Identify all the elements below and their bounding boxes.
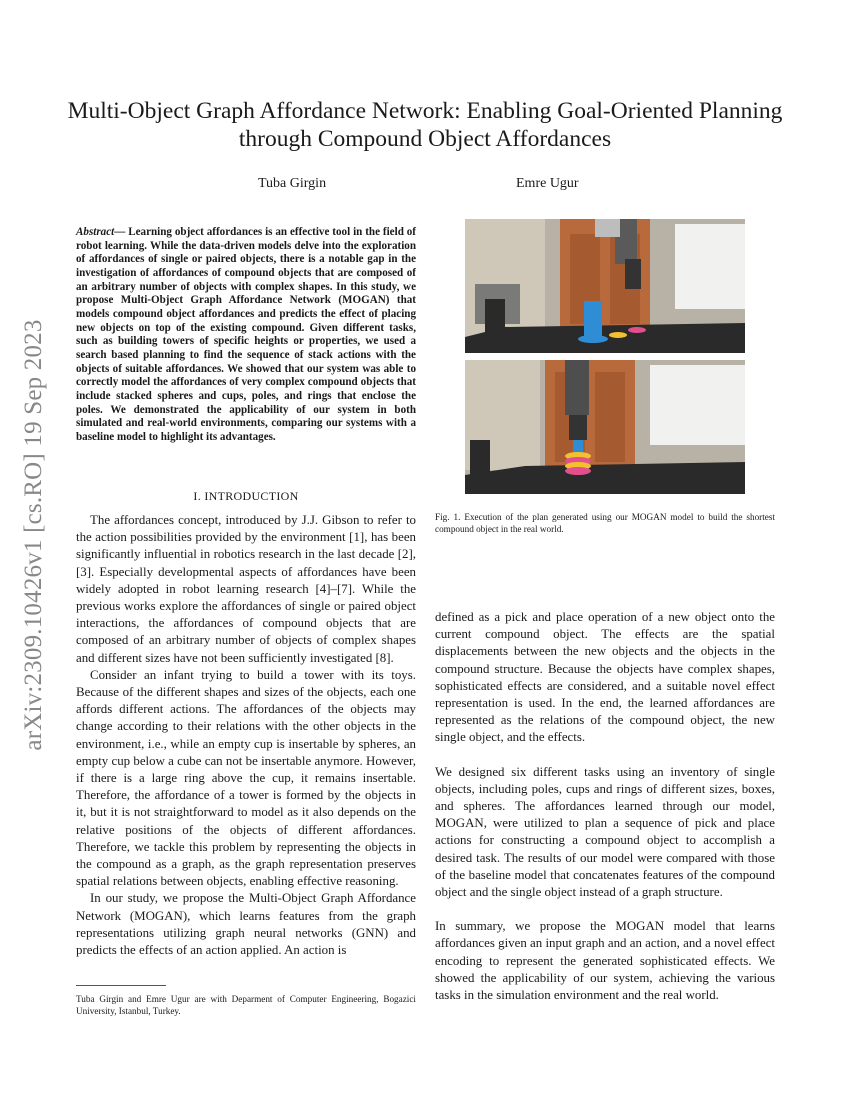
figure-photo-bottom — [465, 360, 745, 494]
footnote-rule — [76, 985, 166, 986]
paragraph: defined as a pick and place operation of a new object onto the current compound object. The effects are the spatial displacements between the new objects and the objects in the compound structure. Because the objects have complex shapes, sophisticated effects are considered, and a suitable novel effect representation is used. In the end, the learned affordances are represented as the relations of the compound object, the new single object, and the effects. — [435, 610, 775, 745]
abstract-text: — Learning object affordances is an effective tool in the field of robot learning. While the data-driven models delve into the exploration of affordances of single or paired objects, there is a notable gap in the investigation of affordances of compound objects that are composed of an arbitrary number of objects with complex shapes. In this study, we propose Multi-Object Graph Affordance Network (MOGAN) that models compound object affordances and predicts the effect of placing new objects on top of the existing compound. Given different tasks, such as building towers of specific heights or properties, we used a search based planning to find the sequence of stack actions with the objects of suitable affordances. We showed that our system was able to correctly model the affordances of very complex compound objects that include stacked spheres and cups, poles, and rings that enclose the poles. We demonstrated the applicability of our system in both simulated and real-world environments, comparing our systems with a baseline model to highlight its advantages. — [76, 226, 416, 443]
paragraph: In summary, we propose the MOGAN model that learns affordances given an input graph and an action, and a novel effect encoding to represent the generated sophisticated effects. We showed the applicability of our system, achieving the various tasks in the simulation environment and the real world. — [435, 919, 775, 1003]
paragraph: We designed six different tasks using an inventory of single objects, including poles, cups and rings of different sizes, boxes, and spheres. The affordances learned through our model, MOGAN, were utilized to plan a sequence of pick and place actions for constructing a compound object to accomplish a desired task. The results of our model were compared with those of the baseline model that concatenates features of the compound object and the single object instead of a graph structure. — [435, 764, 775, 900]
left-column-text — [76, 512, 416, 959]
paper-title: Multi-Object Graph Affordance Network: Enabling Goal-Oriented Planning through Compound Object Affordances — [67, 98, 783, 152]
figure-caption: Fig. 1. Execution of the plan generated using our MOGAN model to build the shortest compound object in the real world. — [435, 512, 775, 534]
right-column-text — [435, 609, 775, 1004]
paragraph: Consider an infant trying to build a tower with its toys. Because of the different shapes and sizes of the objects, each one affords different actions. The affordances of the objects may change according to their relations with the other objects in the environment, i.e., while an empty cup is insertable by spheres, an empty cup below a cube can not be insertable anymore. However, if there is a large ring above the cup, it remains insertable. Therefore, the affordance of a tower is formed by the objects in it, but it is not straightforward to model as it also depends on the relative positions of the objects of different affordances. Therefore, we tackle this problem by representing the objects in the compound as a graph, as the graph representation preserves spatial relations between objects, enabling effective reasoning. — [76, 667, 416, 889]
author-name: Emre Ugur — [516, 176, 579, 191]
footnote: Tuba Girgin and Emre Ugur are with Deparment of Computer Engineering, Bogazici University, Istanbul, Turkey. — [76, 994, 416, 1016]
figure-photo-top — [465, 219, 745, 353]
arxiv-identifier: arXiv:2309.10426v1 [cs.RO] 19 Sep 2023 — [20, 319, 47, 751]
abstract — [76, 226, 416, 445]
abstract-label: Abstract — [76, 226, 115, 238]
paragraph: The affordances concept, introduced by J.J. Gibson to refer to the action possibilities provided by the environment [1], has been significantly influential in robotics research in the last decade [2], [3]. Especially developmental aspects of affordances have been widely adopted in robot learning research [4]–[7]. While the previous works explore the affordances of single or paired object interactions, the affordances of compound objects that are composed of an arbitrary number of objects of complex shapes and different sizes have not been sufficiently investigated [8]. — [76, 513, 416, 665]
author-name: Tuba Girgin — [258, 176, 327, 191]
paragraph: In our study, we propose the Multi-Object Graph Affordance Network (MOGAN), which learns features from the graph representations utilizing graph neural networks (GNN) and predicts the effects of an action applied. An action is — [76, 891, 416, 958]
section-heading: I. INTRODUCTION — [193, 489, 299, 503]
